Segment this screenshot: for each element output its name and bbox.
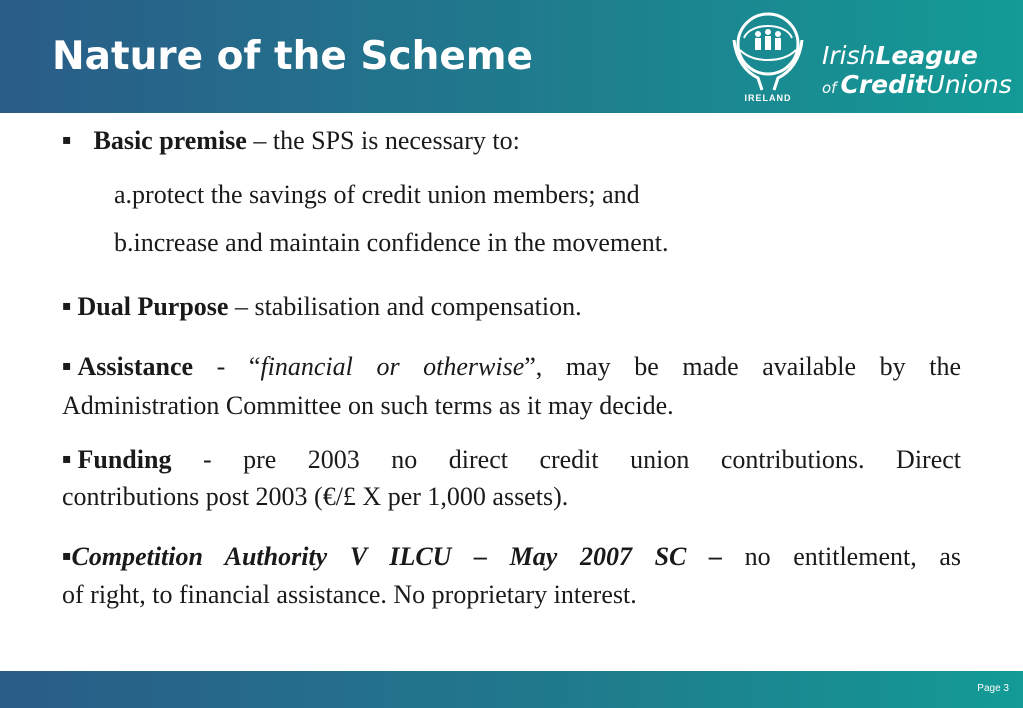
logo-name-part5: Unions [926,70,1012,99]
page-number: Page 3 [977,683,1009,694]
bullet-text-post: ”, may be made available by the [524,352,961,381]
bullet-marker: ▪ [62,451,72,468]
bullet-text: - pre 2003 no direct credit union contributions. Direct [171,445,961,474]
bullet-dual-purpose [62,292,582,322]
bullet-assistance-line2: Administration Committee on such terms as it may decide. [62,391,674,420]
bullet-term: Funding [77,445,172,474]
bullet-text: no entitlement, as [744,542,961,571]
bullet-text-italic: financial or otherwise [260,352,525,381]
sub-item-b: b.increase and maintain confidence in the movement. [114,228,669,257]
logo-name-part2: League [875,41,978,70]
slide-title: Nature of the Scheme [52,34,533,79]
bullet-basic-premise [62,126,520,156]
footer-bar [0,671,1023,708]
bullet-term: Dual Purpose [77,292,229,321]
bullet-marker: ▪ [62,298,72,315]
bullet-funding-line2: contributions post 2003 (€/£ X per 1,000 assets). [62,482,569,511]
sub-item-a: a.protect the savings of credit union members; and [114,180,640,209]
logo-name-part1: Irish [822,41,876,70]
logo-emblem-label: IRELAND [744,93,792,103]
bullet-text: – stabilisation and compensation. [228,292,582,321]
bullet-marker: ▪ [62,358,72,375]
bullet-term: Assistance [77,352,194,381]
bullet-term: Basic premise [93,126,247,155]
logo-name-part4: Credit [840,70,927,99]
logo-name-part3: of [822,79,837,97]
bullet-marker: ▪ [62,132,72,149]
bullet-marker: ▪ [62,548,72,565]
bullet-assistance [62,352,961,382]
bullet-text: – the SPS is necessary to: [246,126,520,155]
bullet-funding [62,445,961,475]
bullet-competition [62,542,961,572]
bullet-competition-line2: of right, to financial assistance. No proprietary interest. [62,580,637,609]
bullet-term: Competition Authority V ILCU – May 2007 SC – [71,542,745,571]
bullet-text-pre: - “ [193,352,261,381]
